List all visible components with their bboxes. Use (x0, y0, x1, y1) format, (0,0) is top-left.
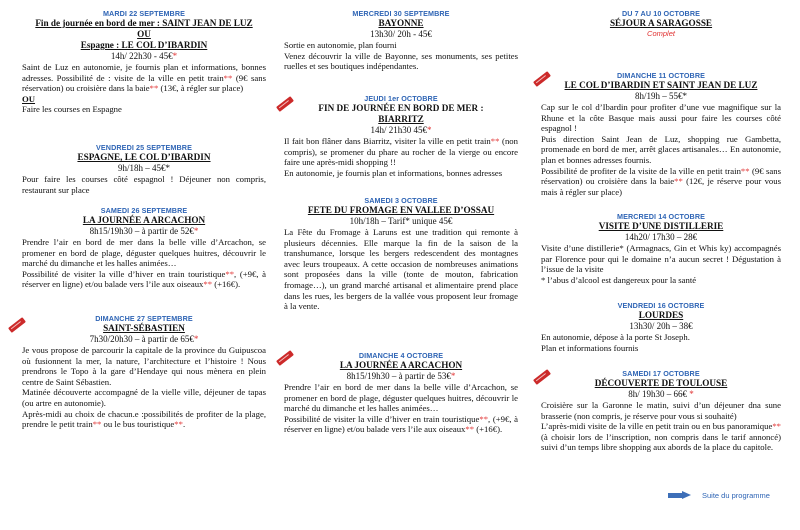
event-fri-25-sep (22, 143, 266, 195)
event-title: LA JOURNÉE A ARCACHON (82, 215, 206, 225)
event-schedule-price: 14h20/ 17h30 – 28€ (624, 232, 698, 242)
event-description: Pour faire les courses côté espagnol ! Déjeuner non compris, restaurant sur place (22, 174, 266, 195)
event-title-alt: Espagne : LE COL D’IBARDIN (80, 40, 208, 50)
next-page-link[interactable] (668, 491, 770, 500)
event-title: FETE DU FROMAGE EN VALLEE D’OSSAU (307, 205, 495, 215)
event-description: La Fête du Fromage à Laruns est une tradition qui remonte à plusieurs décennies. Elle marque la fin de la saison de la transhumance, lorsque les bergers redescendent des montagnes avec leurs troupeaux. A cette occasion de nombreuses animations sont proposées dans la ville (tonte de mouton, fabrication fromage…), un grand marché artisanal et alimentaire prend place dans les rues, les bergers de la vallée vous proposent leur fromage à la vente. (284, 227, 518, 312)
event-description: Prendre l’air en bord de mer dans la belle ville d’Arcachon, se promener en bord de plage, déguster quelques huitres, découvrir le marché du dimanche et les halles animées… Possibilité de visiter la ville d’hiver en train touristique**, (+9€, à réserver en ligne) et/ou balade vers l’ile aux oiseaux** (+16€). (284, 382, 518, 435)
event-description: Cap sur le col d’Ibardin pour profiter d’une vue magnifique sur la Rhune et la côte Basque mais aussi pour faire les courses côté espagnol ! Puis direction Saint Jean de Luz, shopping rue Gambetta, promenade en bord de mer, arrêt glaces artisanales… En autonomie, plan et bonnes adresses fournis. Possibilité de profiter de la visite de la ville en petit train** (9€ sans réservation) ou croisière dans la baie** (12€, je réserve pour vous mais à régler sur place) (541, 102, 782, 197)
event-date: MARDI 22 SEPTEMBRE (102, 9, 186, 18)
event-description: Saint de Luz en autonomie, je fournis plan et informations, bonnes adresses. Possibilité de : visite de la ville en petit train** (9€ sans réservation) ou croisière dans la baie** (13€, à régler sur place) OU Faire les courses en Espagne (22, 62, 266, 115)
event-schedule-price: 8h/ 19h30 – 66€ * (628, 389, 694, 399)
event-title: LOURDES (638, 310, 684, 320)
event-wed-30-sep (284, 9, 518, 72)
event-title: SAINT-SÉBASTIEN (103, 323, 185, 333)
event-schedule-price: 13h30/ 20h - 45€ (370, 29, 432, 39)
event-description: Croisière sur la Garonne le matin, suivi d’un déjeuner dna sune brasserie (non compris, je réserve pour vous si souhaité) L’après-midi visite de la ville en petit train ou en bus panoramique** (à choisir lors de l’inscription, non compris dans le tarif annoncé) suivi d’un temps libre shopping aux abords de la place du capitole. (541, 400, 781, 453)
event-description: En autonomie, dépose à la porte St Joseph. Plan et informations fournis (541, 332, 690, 353)
event-tue-22-sep (22, 9, 266, 115)
event-date: MERCREDI 30 SEPTEMBRE (352, 9, 450, 18)
event-description: Je vous propose de parcourir la capitale de la province du Guipuscoa où fusionnent la mer, la nature, l’architecture et l’histoire ! Nous prendrons le Topo à la gare d’Hendaye qui nous mènera en plein centre de Saint Sébastien. Matinée découverte accompagné de la vielle ville, déjeuner de tapas (ou artre en autonomie). Après-midi au choix de chacun.e :possibilités de profiter de la plage, prendre le petit train** ou le bus touristique**. (22, 345, 266, 430)
event-sat-17-oct (541, 369, 781, 453)
event-wed-14-oct (541, 212, 781, 285)
event-schedule-price: 8h15/19h30 – à partir de 53€* (346, 371, 456, 381)
event-description: Visite d’une distillerie* (Armagnacs, Gin et Whis ky) accompagnés par Florence pour qui le domaine n’a aucun secret ! Dégustation à l’issue de la visite * l’abus d’alcool est dangereux pour la santé (541, 243, 781, 285)
event-trip-saragosse (541, 9, 781, 39)
event-sat-3-oct (284, 196, 518, 312)
event-or: OU (137, 29, 151, 39)
event-title: SÉJOUR A SARAGOSSE (609, 18, 713, 28)
event-title: LE COL D’IBARDIN ET SAINT JEAN DE LUZ (564, 80, 758, 90)
event-title: DÉCOUVERTE DE TOULOUSE (594, 378, 728, 388)
event-date: DIMANCHE 27 SEPTEMBRE (95, 314, 193, 323)
event-title: LA JOURNÉE A ARCACHON (339, 360, 463, 370)
event-sun-4-oct (284, 351, 518, 435)
event-title: Fin de journée en bord de mer : SAINT JEAN DE LUZ (35, 18, 253, 28)
status-badge: Complet (647, 29, 675, 38)
next-page-label: Suite du programme (702, 491, 770, 500)
event-thu-1-oct (284, 94, 518, 178)
event-sun-11-oct (541, 71, 781, 197)
event-title-place: BIARRITZ (378, 114, 424, 124)
event-schedule-price: 7h30/20h30 – à partir de 65€* (89, 334, 199, 344)
event-title: ESPAGNE, LE COL D’IBARDIN (77, 152, 211, 162)
event-date: DIMANCHE 11 OCTOBRE (616, 71, 706, 80)
event-date: VENDREDI 25 SEPTEMBRE (96, 143, 192, 152)
event-schedule-price: 13h30/ 20h – 38€ (629, 321, 693, 331)
event-title: VISITE D’UNE DISTILLERIE (598, 221, 724, 231)
event-date: SAMEDI 17 OCTOBRE (622, 369, 700, 378)
event-date: MERCREDI 14 OCTOBRE (616, 212, 706, 221)
event-sat-26-sep (22, 206, 266, 290)
event-date: SAMEDI 3 OCTOBRE (364, 196, 438, 205)
event-schedule-price: 8h/19h – 55€* (634, 91, 687, 101)
event-title: BAYONNE (378, 18, 424, 28)
event-schedule-price: 14h/ 22h30 - 45€* (110, 51, 178, 61)
event-date: VENDREDI 16 OCTOBRE (617, 301, 705, 310)
event-schedule-price: 9h/18h – 45€* (117, 163, 170, 173)
event-description: Sortie en autonomie, plan fourni Venez découvrir la ville de Bayonne, ses monuments, ses petites ruelles et ses boutiques indépendantes. (284, 40, 518, 72)
arrow-right-icon (668, 491, 692, 500)
event-sun-27-sep (22, 314, 266, 430)
event-schedule-price: 14h/ 21h30 45€* (370, 125, 432, 135)
event-title: FIN DE JOURNÉE EN BORD DE MER : (318, 103, 484, 113)
event-schedule-price: 8h15/19h30 – à partir de 52€* (89, 226, 199, 236)
event-description: Il fait bon flâner dans Biarritz, visiter la ville en petit train** (non compris), se promener du phare au rocher de la vierge ou encore faire une après-midi shopping !! En autonomie, je fournis plan et informations, bonnes adresses (284, 136, 518, 178)
event-date: DIMANCHE 4 OCTOBRE (358, 351, 444, 360)
event-description: Prendre l’air en bord de mer dans la belle ville d’Arcachon, se promener en bord de plage, déguster quelques huitres, découvrir le marché du dimanche et les halles animées… Possibilité de visiter la ville d’hiver en train touristique**, (+9€, à réserver en ligne) et/ou balade vers l’ile aux oiseaux** (+16€). (22, 237, 266, 290)
event-fri-16-oct (541, 301, 781, 353)
event-date: SAMEDI 26 SEPTEMBRE (100, 206, 188, 215)
event-date: JEUDI 1er OCTOBRE (364, 94, 438, 103)
event-date: DU 7 AU 10 OCTOBRE (621, 9, 701, 18)
event-schedule-price: 10h/18h – Tarif* unique 45€ (349, 216, 453, 226)
